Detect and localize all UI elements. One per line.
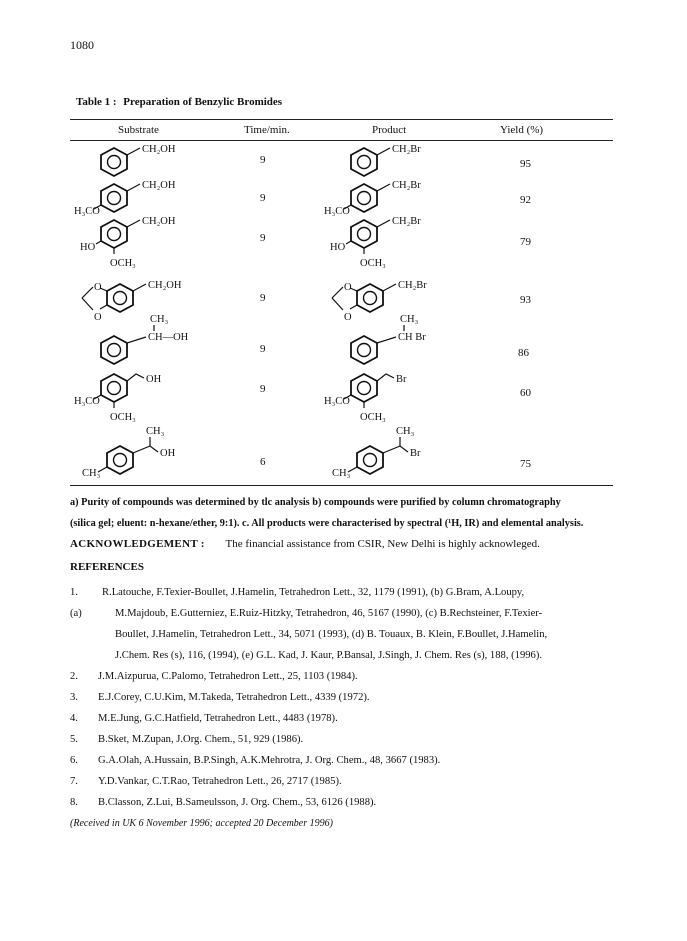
header-time: Time/min. — [244, 124, 290, 136]
reference-text: E.J.Corey, C.U.Kim, M.Takeda, Tetrahedron Lett., 4339 (1972). — [98, 692, 370, 703]
reference-number: 8. — [70, 797, 78, 808]
svg-text:CH₂Br: CH₂Br — [398, 280, 427, 291]
reference-number: 6. — [70, 755, 78, 766]
svg-text:CH₂Br: CH₂Br — [392, 144, 421, 155]
reference-number: 2. — [70, 671, 78, 682]
reference-text: M.E.Jung, G.C.Hatfield, Tetrahedron Lett., 4483 (1978). — [98, 713, 338, 724]
reference-number: 5. — [70, 734, 78, 745]
reference-number: 4. — [70, 713, 78, 724]
svg-text:CH₂OH: CH₂OH — [142, 216, 176, 227]
product-structure — [340, 312, 460, 373]
reference-number: 3. — [70, 692, 78, 703]
svg-text:H₃CO: H₃CO — [74, 396, 100, 407]
svg-text:O: O — [94, 312, 102, 323]
table-title: Preparation of Benzylic Bromides — [123, 96, 283, 108]
svg-text:HO: HO — [330, 242, 346, 253]
reference-text: B.Classon, Z.Lui, B.Sameulsson, J. Org. Chem., 53, 6126 (1988). — [98, 797, 377, 808]
header-substrate: Substrate — [118, 124, 159, 136]
svg-text:O: O — [94, 282, 102, 293]
time-value: 9 — [260, 232, 266, 244]
svg-text:O: O — [344, 312, 352, 323]
svg-text:Br: Br — [396, 374, 407, 385]
product-structure — [324, 368, 454, 431]
time-value: 6 — [260, 456, 266, 468]
svg-text:OCH₃: OCH₃ — [110, 412, 136, 423]
table-bottom-rule — [70, 485, 613, 486]
reference-number: 1.(a) — [70, 587, 82, 619]
yield-value: 95 — [520, 158, 531, 170]
time-value: 9 — [260, 343, 266, 355]
svg-text:CH₃: CH₃ — [332, 468, 351, 479]
acknowledgement — [70, 538, 540, 550]
table-top-rule — [70, 119, 613, 120]
svg-text:OCH₃: OCH₃ — [360, 258, 386, 269]
substrate-structure — [80, 424, 210, 487]
acknowledgement-text: The financial assistance from CSIR, New Delhi is highly acknowleged. — [225, 538, 540, 550]
svg-text:Br: Br — [410, 448, 421, 459]
reference-text: Boullet, J.Hamelin, Tetrahedron Lett., 34, 5071 (1993), (d) B. Touaux, B. Klein, F.Boullet, J.Hamelin, — [115, 629, 548, 640]
substrate-structure — [74, 368, 204, 431]
reference-number: 7. — [70, 776, 78, 787]
svg-text:HO: HO — [80, 242, 96, 253]
substrate-structure — [90, 312, 210, 373]
svg-text:CH—OH: CH—OH — [148, 332, 189, 343]
yield-value: 75 — [520, 458, 531, 470]
svg-text:OCH₃: OCH₃ — [110, 258, 136, 269]
svg-text:CH₂Br: CH₂Br — [392, 180, 421, 191]
yield-value: 93 — [520, 294, 531, 306]
table-caption — [76, 96, 282, 108]
page-number: 1080 — [70, 38, 94, 52]
acknowledgement-heading: ACKNOWLEDGEMENT : — [70, 538, 205, 550]
svg-text:CH₂OH: CH₂OH — [142, 144, 176, 155]
svg-text:H₃CO: H₃CO — [74, 206, 100, 217]
header-product: Product — [372, 124, 407, 136]
reference-text: G.A.Olah, A.Hussain, B.P.Singh, A.K.Mehrotra, J. Org. Chem., 48, 3667 (1983). — [98, 755, 441, 766]
reference-text: Y.D.Vankar, C.T.Rao, Tetrahedron Lett., 26, 2717 (1985). — [98, 776, 342, 787]
reference-text: J.M.Aizpurua, C.Palomo, Tetrahedron Lett., 25, 1103 (1984). — [98, 671, 358, 682]
reference-text: M.Majdoub, E.Gutterniez, E.Ruiz-Hitzky, Tetrahedron, 46, 5167 (1990), (c) B.Rechsteiner, F.Texier- — [115, 608, 543, 619]
time-value: 9 — [260, 292, 266, 304]
time-value: 9 — [260, 383, 266, 395]
reference-text: R.Latouche, F.Texier-Boullet, J.Hamelin, Tetrahedron Lett., 32, 1179 (1991), (b) G.Bram, A.Loupy, — [102, 587, 525, 598]
table-label: Table 1 : — [76, 96, 117, 108]
svg-text:CH₂OH: CH₂OH — [148, 280, 182, 291]
svg-text:OH: OH — [160, 448, 176, 459]
svg-text:CH₃: CH₃ — [150, 314, 169, 325]
time-value: 9 — [260, 154, 266, 166]
table-header-rule — [70, 140, 613, 141]
product-structure — [330, 214, 454, 277]
svg-text:CH₃: CH₃ — [82, 468, 101, 479]
svg-text:CH₃: CH₃ — [400, 314, 419, 325]
yield-value: 60 — [520, 387, 531, 399]
svg-text:CH Br: CH Br — [398, 332, 426, 343]
svg-text:O: O — [344, 282, 352, 293]
svg-text:OH: OH — [146, 374, 162, 385]
received-note: (Received in UK 6 November 1996; accepted 20 December 1996) — [70, 818, 333, 829]
svg-text:CH₃: CH₃ — [396, 426, 415, 437]
reference-text: B.Sket, M.Zupan, J.Org. Chem., 51, 929 (1986). — [98, 734, 304, 745]
references-heading: REFERENCES — [70, 561, 144, 573]
time-value: 9 — [260, 192, 266, 204]
product-structure — [330, 424, 460, 487]
yield-value: 79 — [520, 236, 531, 248]
svg-text:CH₃: CH₃ — [146, 426, 165, 437]
substrate-structure — [80, 214, 204, 277]
footnote-line-2: (silica gel; eluent: n-hexane/ether, 9:1). c. All products were characterised by spectral (¹H, IR) and elemental analysis. — [70, 518, 584, 529]
svg-text:OCH₃: OCH₃ — [360, 412, 386, 423]
footnote-line-1: a) Purity of compounds was determined by tlc analysis b) compounds were purified by column chromatography — [70, 497, 561, 508]
reference-text: J.Chem. Res (s), 116, (1994), (e) G.L. Kad, J. Kaur, P.Bansal, J.Singh, J. Chem. Res (s), 188, (1996). — [115, 650, 543, 661]
svg-text:H₃CO: H₃CO — [324, 206, 350, 217]
yield-value: 86 — [518, 347, 529, 359]
header-yield: Yield (%) — [500, 124, 544, 136]
svg-text:CH₂OH: CH₂OH — [142, 180, 176, 191]
svg-text:H₃CO: H₃CO — [324, 396, 350, 407]
svg-text:CH₂Br: CH₂Br — [392, 216, 421, 227]
yield-value: 92 — [520, 194, 531, 206]
